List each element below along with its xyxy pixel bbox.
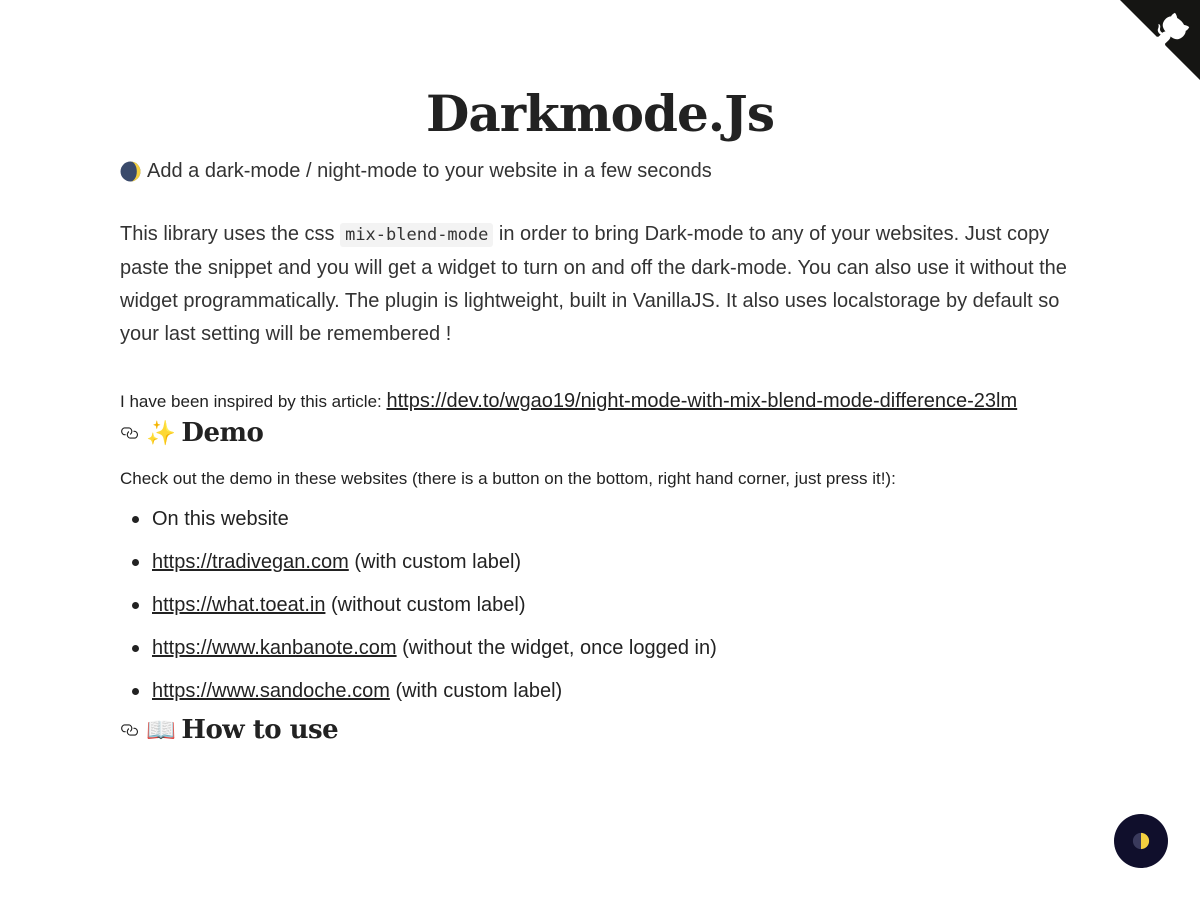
howto-heading xyxy=(120,713,1080,747)
github-corner-link[interactable] xyxy=(1120,0,1200,80)
bullet xyxy=(132,645,139,652)
demo-link-tradivegan[interactable]: https://tradivegan.com xyxy=(152,551,349,573)
demo-link-kanbanote[interactable]: https://www.kanbanote.com xyxy=(152,637,397,659)
darkmode-toggle-button[interactable] xyxy=(1114,814,1168,868)
demo-heading-text: Demo xyxy=(181,418,264,448)
list-item xyxy=(152,627,1080,670)
intro-text-before: This library uses the css xyxy=(120,223,341,245)
inspired-text: I have been inspired by this article: xyxy=(120,392,387,411)
intro-text-after: in order to bring Dark-mode to any of your websites. Just copy paste the snippet and you will get a widget to turn on and off the dark-mode. You can also use it without the widget programmatically. The plugin is lightweight, built in VanillaJS. It also uses localstorage by default so your last setting will be remembered ! xyxy=(120,223,1067,345)
sparkles-icon: ✨ xyxy=(146,418,176,447)
inspired-article-link[interactable]: https://dev.to/wgao19/night-mode-with-mix-blend-mode-difference-23lm xyxy=(386,390,1018,412)
bullet xyxy=(132,516,139,523)
book-icon: 📖 xyxy=(146,715,176,744)
demo-link-toeat[interactable]: https://what.toeat.in xyxy=(152,594,326,616)
half-moon-icon xyxy=(1132,832,1150,850)
demo-link-sandoche[interactable]: https://www.sandoche.com xyxy=(152,680,390,702)
demo-item-text: (with custom label) xyxy=(348,551,522,573)
inspired-paragraph xyxy=(120,387,1080,416)
demo-description: Check out the demo in these websites (there is a button on the bottom, right hand corner, just press it!): xyxy=(120,469,896,488)
half-moon-icon xyxy=(120,161,141,182)
github-octocat-icon xyxy=(1120,0,1200,80)
page-title: Darkmode.Js xyxy=(426,84,774,143)
list-item xyxy=(152,541,1080,584)
howto-heading-text: How to use xyxy=(181,715,339,745)
link-icon[interactable] xyxy=(120,721,138,739)
subtitle xyxy=(120,156,1080,186)
bullet xyxy=(132,688,139,695)
list-item xyxy=(152,670,1080,713)
list-item xyxy=(152,498,1080,541)
bullet xyxy=(132,602,139,609)
intro-code: mix-blend-mode xyxy=(340,223,493,247)
list-item xyxy=(152,584,1080,627)
subtitle-text: Add a dark-mode / night-mode to your website in a few seconds xyxy=(147,160,712,182)
demo-item-text: (without the widget, once logged in) xyxy=(396,637,717,659)
demo-item-text: (with custom label) xyxy=(389,680,563,702)
demo-item-text: (without custom label) xyxy=(325,594,526,616)
demo-heading xyxy=(120,416,1080,450)
intro-paragraph xyxy=(120,218,1080,351)
bullet xyxy=(132,559,139,566)
demo-item-text: On this website xyxy=(152,508,289,530)
link-icon[interactable] xyxy=(120,424,138,442)
demo-list xyxy=(120,498,1080,713)
main-content xyxy=(120,0,1080,747)
